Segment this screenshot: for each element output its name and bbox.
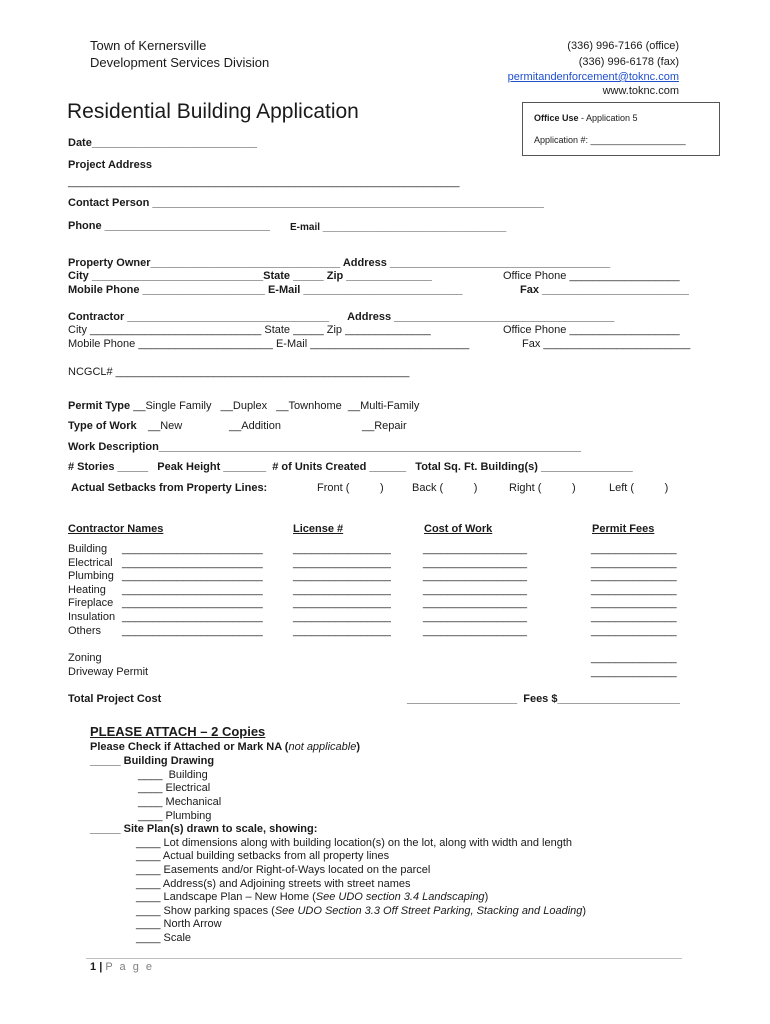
stories-height-units-row[interactable]: # Stories _____ Peak Height _______ # of Units Created ______ Total Sq. Ft. Building(s) _______________ [68,461,633,473]
permit-fee-field[interactable]: ______________ [591,597,677,610]
cost-of-work-field[interactable]: _________________ [423,570,528,583]
attach-instructions-pre: Please Check if Attached or Mark NA ( [90,741,289,753]
permit-fee-field[interactable]: ______________ [591,611,677,623]
sp-parking-check[interactable] [136,905,586,918]
cost-of-work-field[interactable]: _________________ [423,583,528,596]
contractor-name-field[interactable]: _______________________ [122,611,263,623]
email-field[interactable]: E-mail _________________________________ [290,222,507,233]
fax-number: (336) 996-6178 (fax) [578,56,679,68]
bd-building-check[interactable]: ____ Building [138,769,208,781]
permit-fee-field[interactable]: ______________ [591,556,677,569]
sp-lot-dimensions-check[interactable]: ____ Lot dimensions along with building location(s) on the lot, along with width and length [136,837,573,849]
bd-plumbing-check[interactable]: ____ Plumbing [138,810,212,822]
contact-person-field[interactable]: Contact Person ________________________________________________________________ [68,197,544,209]
permit-fee-field[interactable]: ______________ [591,570,677,583]
sp-north-arrow-check[interactable]: ____ North Arrow [136,918,222,930]
office-use-label: Office Use [534,113,579,123]
page-separator: | [99,961,103,973]
type-of-work-repair[interactable]: __Repair [362,420,407,432]
driveway-fee-field[interactable]: ______________ [591,666,677,678]
cost-of-work-field[interactable]: _________________ [423,556,528,569]
footer-divider [86,958,682,959]
cost-of-work-field[interactable]: _________________ [423,611,528,623]
attach-instructions-post: ) [356,741,361,753]
row-label: Others [68,624,102,637]
owner-office-phone-field[interactable]: Office Phone __________________ [503,270,680,282]
attach-heading: PLEASE ATTACH – 2 Copies [90,724,266,739]
office-phone: (336) 996-7166 (office) [567,40,679,52]
row-label: Building [68,543,108,555]
project-address-field[interactable]: ________________________________________________________________ [68,176,460,188]
permit-fee-field[interactable]: ______________ [591,583,677,596]
permit-fee-field[interactable]: ______________ [591,543,677,555]
cost-of-work-field[interactable]: _________________ [423,543,528,555]
ncgcl-field[interactable]: NCGCL# ________________________________________________ [68,366,410,378]
contractor-name-field[interactable]: _______________________ [122,583,263,596]
contractor-office-phone-field[interactable]: Office Phone __________________ [503,324,680,336]
contractor-mobile-field[interactable]: Mobile Phone ______________________ E-Mail __________________________ [68,338,470,350]
date-field[interactable]: Date___________________________ [68,137,258,149]
landscape-post: ) [484,891,489,903]
type-of-work-new[interactable]: __New [148,420,183,432]
header-permit-fees: Permit Fees [592,523,655,535]
work-description-field[interactable]: Work Description_____________________________________________________________________ [68,441,581,453]
row-label: Insulation [68,611,116,623]
row-label: Heating [68,583,106,596]
office-use-heading [534,112,638,125]
sp-easements-check[interactable]: ____ Easements and/or Right-of-Ways located on the parcel [136,864,431,876]
permit-type-label: Permit Type [68,400,131,412]
sp-addresses-check[interactable]: ____ Address(s) and Adjoining streets with street names [136,878,411,890]
license-field[interactable]: ________________ [293,611,391,623]
zoning-fee-field[interactable]: ______________ [591,652,677,664]
zoning-label: Zoning [68,652,102,664]
row-label: Plumbing [68,570,114,583]
attach-instructions-na: not applicable [288,741,357,753]
sp-setbacks-check[interactable]: ____ Actual building setbacks from all property lines [136,850,390,862]
type-of-work-label: Type of Work [68,420,137,432]
contractor-name-field[interactable]: _______________________ [122,556,263,569]
attach-instructions [90,741,360,754]
building-drawing-check[interactable]: _____ Building Drawing [90,755,215,767]
contractor-city-field[interactable]: City ____________________________ State _____ Zip ______________ [68,324,431,336]
owner-mobile-field[interactable]: Mobile Phone ____________________ E-Mail __________________________ [68,284,463,296]
email-link[interactable]: permitandenforcement@toknc.com [507,71,679,83]
phone-field[interactable]: Phone ___________________________ [68,220,270,232]
website: www.toknc.com [602,85,679,97]
setbacks-label: Actual Setbacks from Property Lines: [71,482,268,494]
setback-right[interactable]: Right ( ) [509,482,576,494]
license-field[interactable]: ________________ [293,570,391,583]
contractor-field[interactable] [68,311,614,324]
total-cost-and-fees-field[interactable]: __________________ Fees $____________________ [407,693,680,705]
driveway-permit-label: Driveway Permit [68,666,149,678]
row-label: Electrical [68,556,113,569]
site-plan-check[interactable]: _____ Site Plan(s) drawn to scale, showing: [90,823,318,835]
permit-type-row[interactable] [68,400,419,413]
row-label: Fireplace [68,597,114,610]
contractor-name-field[interactable]: _______________________ [122,624,263,637]
page-title: Residential Building Application [67,100,359,123]
town-name: Town of Kernersville [90,38,207,53]
license-field[interactable]: ________________ [293,556,391,569]
setback-back[interactable]: Back ( ) [412,482,478,494]
parking-pre: ____ Show parking spaces ( [136,905,275,917]
contractor-name-field[interactable]: _______________________ [122,597,263,610]
sp-scale-check[interactable]: ____ Scale [136,932,192,944]
sp-landscape-check[interactable] [136,891,488,904]
license-field[interactable]: ________________ [293,543,391,555]
landscape-pre: ____ Landscape Plan – New Home ( [136,891,316,903]
contractor-fax-field[interactable]: Fax ________________________ [522,338,691,350]
permit-fee-field[interactable]: ______________ [591,624,677,637]
type-of-work-addition[interactable]: __Addition [229,420,281,432]
owner-fax-field[interactable]: Fax ________________________ [520,284,689,296]
cost-of-work-field[interactable]: _________________ [423,597,528,610]
license-field[interactable]: ________________ [293,583,391,596]
property-owner-field[interactable]: Property Owner_______________________________ Address ____________________________________ [68,257,611,269]
license-field[interactable]: ________________ [293,624,391,637]
office-use-box [522,102,720,156]
parking-ref: See UDO Section 3.3 Off Street Parking, Stacking and Loading [274,905,583,917]
license-field[interactable]: ________________ [293,597,391,610]
page-number: 1 [90,961,97,973]
cost-of-work-field[interactable]: _________________ [423,624,528,637]
total-project-cost-label: Total Project Cost [68,693,162,705]
contractor-name-field[interactable]: _______________________ [122,570,263,583]
header-cost-of-work: Cost of Work [424,523,493,535]
application-number-field[interactable]: Application #: ___________________ [534,135,686,145]
project-address-label: Project Address [68,159,152,171]
page-footer [90,961,154,974]
header-license: License # [293,523,344,535]
setback-left[interactable]: Left ( ) [609,482,669,494]
bd-electrical-check[interactable]: ____ Electrical [138,782,211,794]
permit-type-options: __Single Family __Duplex __Townhome __Multi-Family [133,400,420,412]
bd-mechanical-check[interactable]: ____ Mechanical [138,796,222,808]
contractor-name-field[interactable]: _______________________ [122,543,263,555]
division-name: Development Services Division [90,55,270,70]
contractor-line: Contractor _________________________________ Address ____________________________________ [68,311,615,323]
office-use-suffix: - Application 5 [578,113,638,123]
parking-post: ) [582,905,587,917]
setback-front[interactable]: Front ( ) [317,482,384,494]
page-word: P a g e [105,961,154,973]
landscape-ref: See UDO section 3.4 Landscaping [315,891,485,903]
owner-city-field[interactable]: City ____________________________State _____ Zip ______________ [68,270,432,282]
header-contractor-names: Contractor Names [68,523,164,535]
